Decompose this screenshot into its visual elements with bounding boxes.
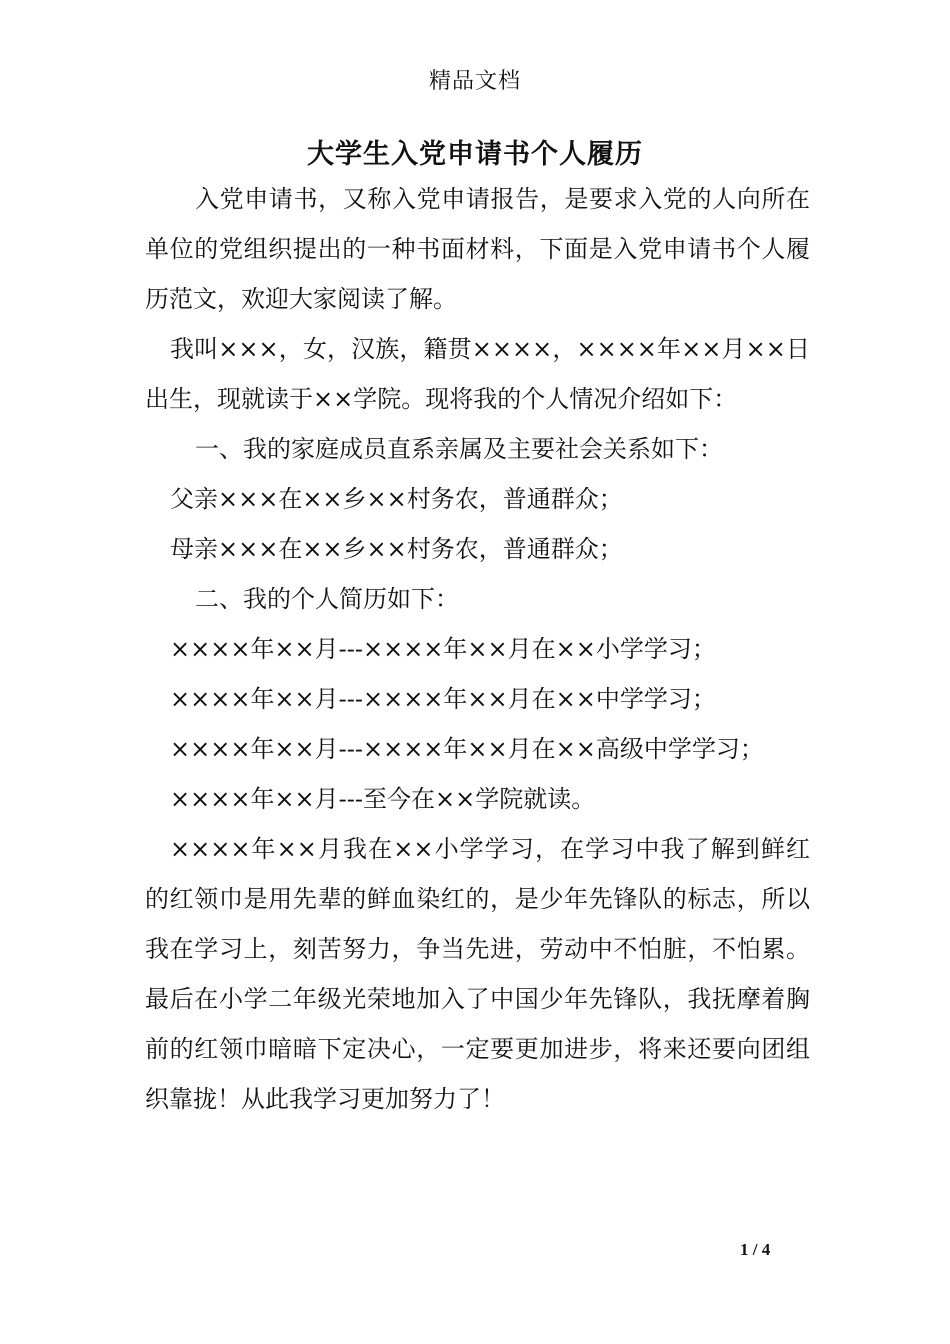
resume-high: ××××年××月---××××年××月在××高级中学学习； — [170, 735, 764, 763]
resume-heading: 二、我的个人简历如下： — [195, 585, 459, 613]
family-mother: 母亲×××在××乡××村务农，普通群众； — [170, 535, 623, 563]
page-header: 精品文档 — [428, 69, 521, 94]
document-body — [145, 174, 810, 1124]
self-intro-paragraph: 我叫×××，女，汉族，籍贯××××，××××年××月××日出生，现就读于××学院。现将我的个人情况介绍如下： — [145, 335, 810, 413]
family-heading: 一、我的家庭成员直系亲属及主要社会关系如下： — [195, 435, 723, 463]
resume-college: ××××年××月---至今在××学院就读。 — [170, 785, 596, 813]
intro-paragraph: 入党申请书，又称入党申请报告，是要求入党的人向所在单位的党组织提出的一种书面材料，下面是入党申请书个人履历范文，欢迎大家阅读了解。 — [145, 185, 810, 313]
primary-school-paragraph: ××××年××月我在××小学学习，在学习中我了解到鲜红的红领巾是用先辈的鲜血染红的，是少年先锋队的标志，所以我在学习上，刻苦努力，争当先进，劳动中不怕脏，不怕累。最后在小学二年级光荣地加入了中国少年先锋队，我抚摩着胸前的红领巾暗暗下定决心，一定要更加进步，将来还要向团组织靠拢！从此我学习更加努力了！ — [145, 835, 810, 1113]
resume-middle: ××××年××月---××××年××月在××中学学习； — [170, 685, 716, 713]
family-father: 父亲×××在××乡××村务农，普通群众； — [170, 485, 623, 513]
page-number: 1 / 4 — [740, 1240, 771, 1259]
document-title: 大学生入党申请书个人履历 — [307, 139, 643, 170]
resume-primary: ××××年××月---××××年××月在××小学学习； — [170, 635, 716, 663]
